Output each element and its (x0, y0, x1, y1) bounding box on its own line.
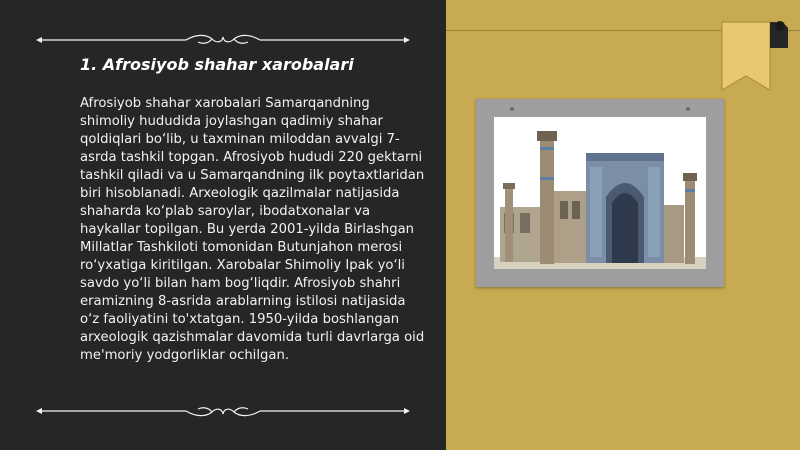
slide-body-text: Afrosiyob shahar xarobalari Samarqandning shimoliy hududida joylashgan qadimiy shahar qoldiqlari bo‘lib, u taxminan miloddan avvalgi 7-asrda tashkil topgan. Afrosiyob hududi 220 gektarni tashkil qiladi va u Samarqandning ilk poytaxtlaridan biri hisoblanadi. Arxeologik qazilmalar natijasida shaharda ko‘plab saroylar, ibodatxonalar va haykallar topilgan. Bu yerda 2001-yilda Birlashgan Millatlar Tashkiloti tomonidan Butunjahon merosi ro‘yxatiga kiritilgan. Xarobalar Shimoliy Ipak yo‘li savdo yo‘li bilan ham bog‘liqdir. Afrosiyob shahri eramizning 8-asrida arablarning istilosi natijasida o‘z faoliyatini to'xtatgan. 1950-yilda boshlangan arxeologik qazishmalar davomida turli davrlarga oid me'moriy yodgorliklar ochilgan. (80, 96, 425, 363)
bottom-flourish-divider (36, 405, 410, 417)
pin-icon (510, 107, 514, 111)
flourish-divider-icon (36, 34, 410, 46)
pin-icon (686, 107, 690, 111)
top-flourish-divider (36, 34, 410, 46)
madrasa-photo (494, 117, 706, 269)
flourish-divider-icon (36, 405, 410, 417)
bookmark-ribbon-icon (720, 18, 790, 102)
slide-title: 1. Afrosiyob shahar xarobalari (80, 55, 354, 74)
photo-frame (476, 99, 724, 287)
